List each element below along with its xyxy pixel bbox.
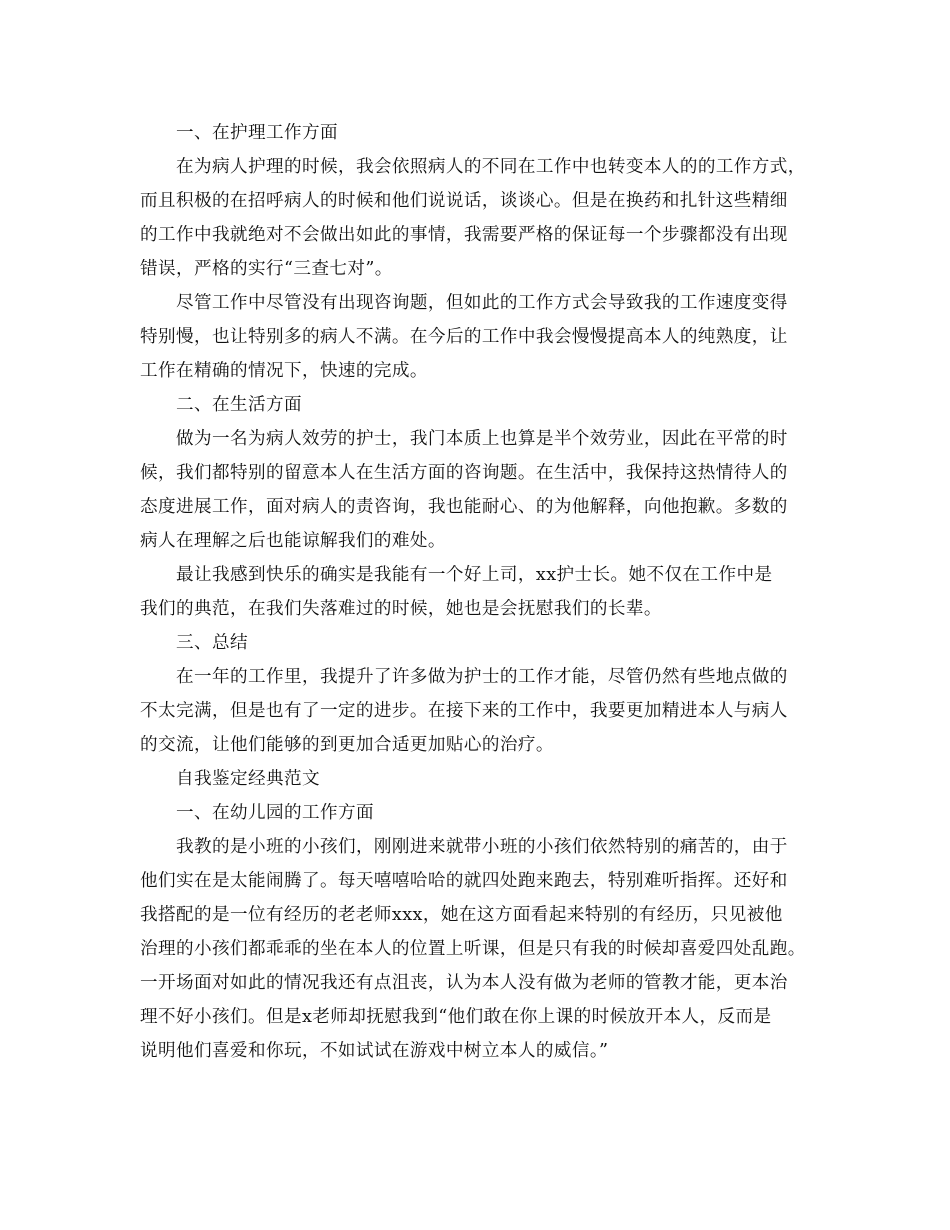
text-line: 尽管工作中尽管没有出现咨询题，但如此的工作方式会导致我的工作速度变得	[176, 293, 788, 313]
text-line: 最让我感到快乐的确实是我能有一个好上司，xx护士长。她不仅在工作中是	[176, 565, 773, 585]
text-line: 他们实在是太能闹腾了。每天嘻嘻哈哈的就四处跑来跑去，特别难听指挥。还好和	[140, 871, 788, 891]
text-line: 工作在精确的情况下，快速的完成。	[140, 361, 428, 381]
text-line: 不太完满，但是也有了一定的进步。在接下来的工作中，我要更加精进本人与病人	[140, 701, 788, 721]
text-line: 特别慢，也让特别多的病人不满。在今后的工作中我会慢慢提高本人的纯熟度，让	[140, 327, 788, 347]
text-line: 一开场面对如此的情况我还有点沮丧，认为本人没有做为老师的管教才能，更本治	[140, 973, 788, 993]
text-line: 的交流，让他们能够的到更加合适更加贴心的治疗。	[140, 735, 554, 755]
text-line: 在一年的工作里，我提升了许多做为护士的工作才能，尽管仍然有些地点做的	[176, 667, 788, 687]
text-line: 而且积极的在招呼病人的时候和他们说说话，谈谈心。但是在换药和扎针这些精细	[140, 191, 788, 211]
document-body	[140, 116, 814, 1068]
text-line: 我教的是小班的小孩们，刚刚进来就带小班的小孩们依然特别的痛苦的，由于	[176, 837, 788, 857]
text-line: 候，我们都特别的留意本人在生活方面的咨询题。在生活中，我保持这热情待人的	[140, 463, 788, 483]
text-line: 一、在幼儿园的工作方面	[176, 803, 374, 823]
text-line: 一、在护理工作方面	[176, 123, 338, 143]
text-line: 治理的小孩们都乖乖的坐在本人的位置上听课，但是只有我的时候却喜爱四处乱跑。	[140, 939, 806, 959]
text-line: 我们的典范，在我们失落难过的时候，她也是会抚慰我们的长辈。	[140, 599, 662, 619]
text-line: 错误，严格的实行“三查七对”。	[140, 259, 393, 279]
text-line: 理不好小孩们。但是x老师却抚慰我到“他们敢在你上课的时候放开本人，反而是	[140, 1007, 772, 1027]
text-line: 说明他们喜爱和你玩，不如试试在游戏中树立本人的威信。”	[140, 1041, 609, 1061]
text-line: 态度进展工作，面对病人的责咨询，我也能耐心、的为他解释，向他抱歉。多数的	[140, 497, 788, 517]
text-line: 在为病人护理的时候，我会依照病人的不同在工作中也转变本人的的工作方式，	[176, 157, 806, 177]
text-line: 自我鉴定经典范文	[176, 769, 320, 789]
text-line: 做为一名为病人效劳的护士，我门本质上也算是半个效劳业，因此在平常的时	[176, 429, 788, 449]
text-line: 的工作中我就绝对不会做出如此的事情，我需要严格的保证每一个步骤都没有出现	[140, 225, 788, 245]
text-line: 二、在生活方面	[176, 395, 302, 415]
text-line: 三、总结	[176, 633, 248, 653]
text-line: 病人在理解之后也能谅解我们的难处。	[140, 531, 446, 551]
text-line: 我搭配的是一位有经历的老老师xxx，她在这方面看起来特别的有经历，只见被他	[140, 905, 783, 925]
